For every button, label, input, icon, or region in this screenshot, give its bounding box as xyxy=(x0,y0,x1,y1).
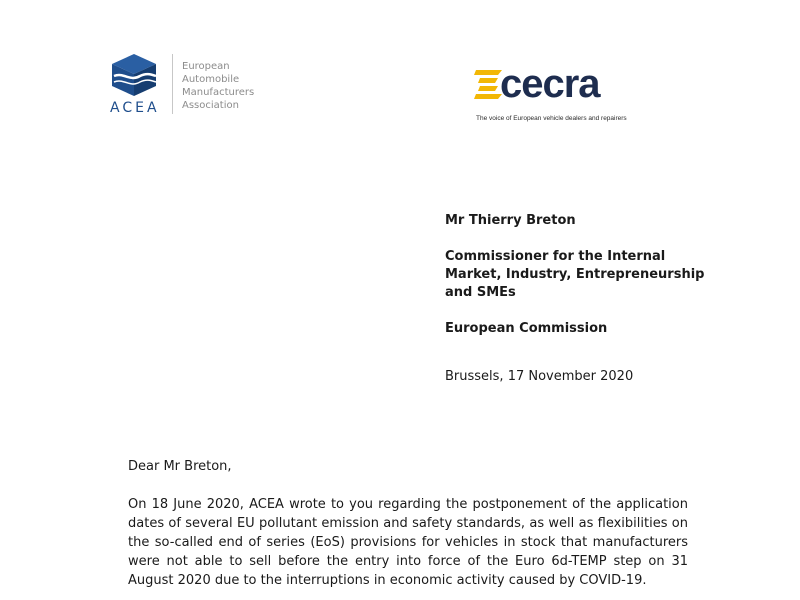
acea-full-name xyxy=(182,60,254,112)
acea-logo xyxy=(108,52,268,118)
recipient-title: Commissioner for the Internal Market, Industry, Entrepreneurship and SMEs xyxy=(445,249,705,300)
salutation: Dear Mr Breton, xyxy=(128,459,232,474)
acea-name-line: Association xyxy=(182,100,239,111)
recipient-address-block xyxy=(445,212,705,386)
acea-name-line: Automobile xyxy=(182,74,240,85)
cecra-tagline: The voice of European vehicle dealers and repairers xyxy=(476,115,627,122)
recipient-organisation: European Commission xyxy=(445,321,608,336)
recipient-name: Mr Thierry Breton xyxy=(445,213,576,228)
place-and-date: Brussels, 17 November 2020 xyxy=(445,369,634,384)
letter-paragraph: On 18 June 2020, ACEA wrote to you regarding the postponement of the application dates of several EU pollutant emission and safety standards, as well as flexibilities on the so-called end of series (EoS) provisions for vehicles in stock that manufacturers were not able to sell before the entry into force of the Euro 6d-TEMP step on 31 August 2020 due to the interruptions in economic activity caused by COVID-19. xyxy=(128,497,688,588)
acea-name-line: Manufacturers xyxy=(182,87,255,98)
acea-cube-icon xyxy=(108,52,160,98)
cecra-wordmark: cecra xyxy=(500,62,600,106)
acea-divider xyxy=(172,54,173,114)
letter-body xyxy=(128,457,688,590)
cecra-logo xyxy=(470,60,650,130)
acea-wordmark: ACEA xyxy=(110,100,160,116)
acea-name-line: European xyxy=(182,61,230,72)
